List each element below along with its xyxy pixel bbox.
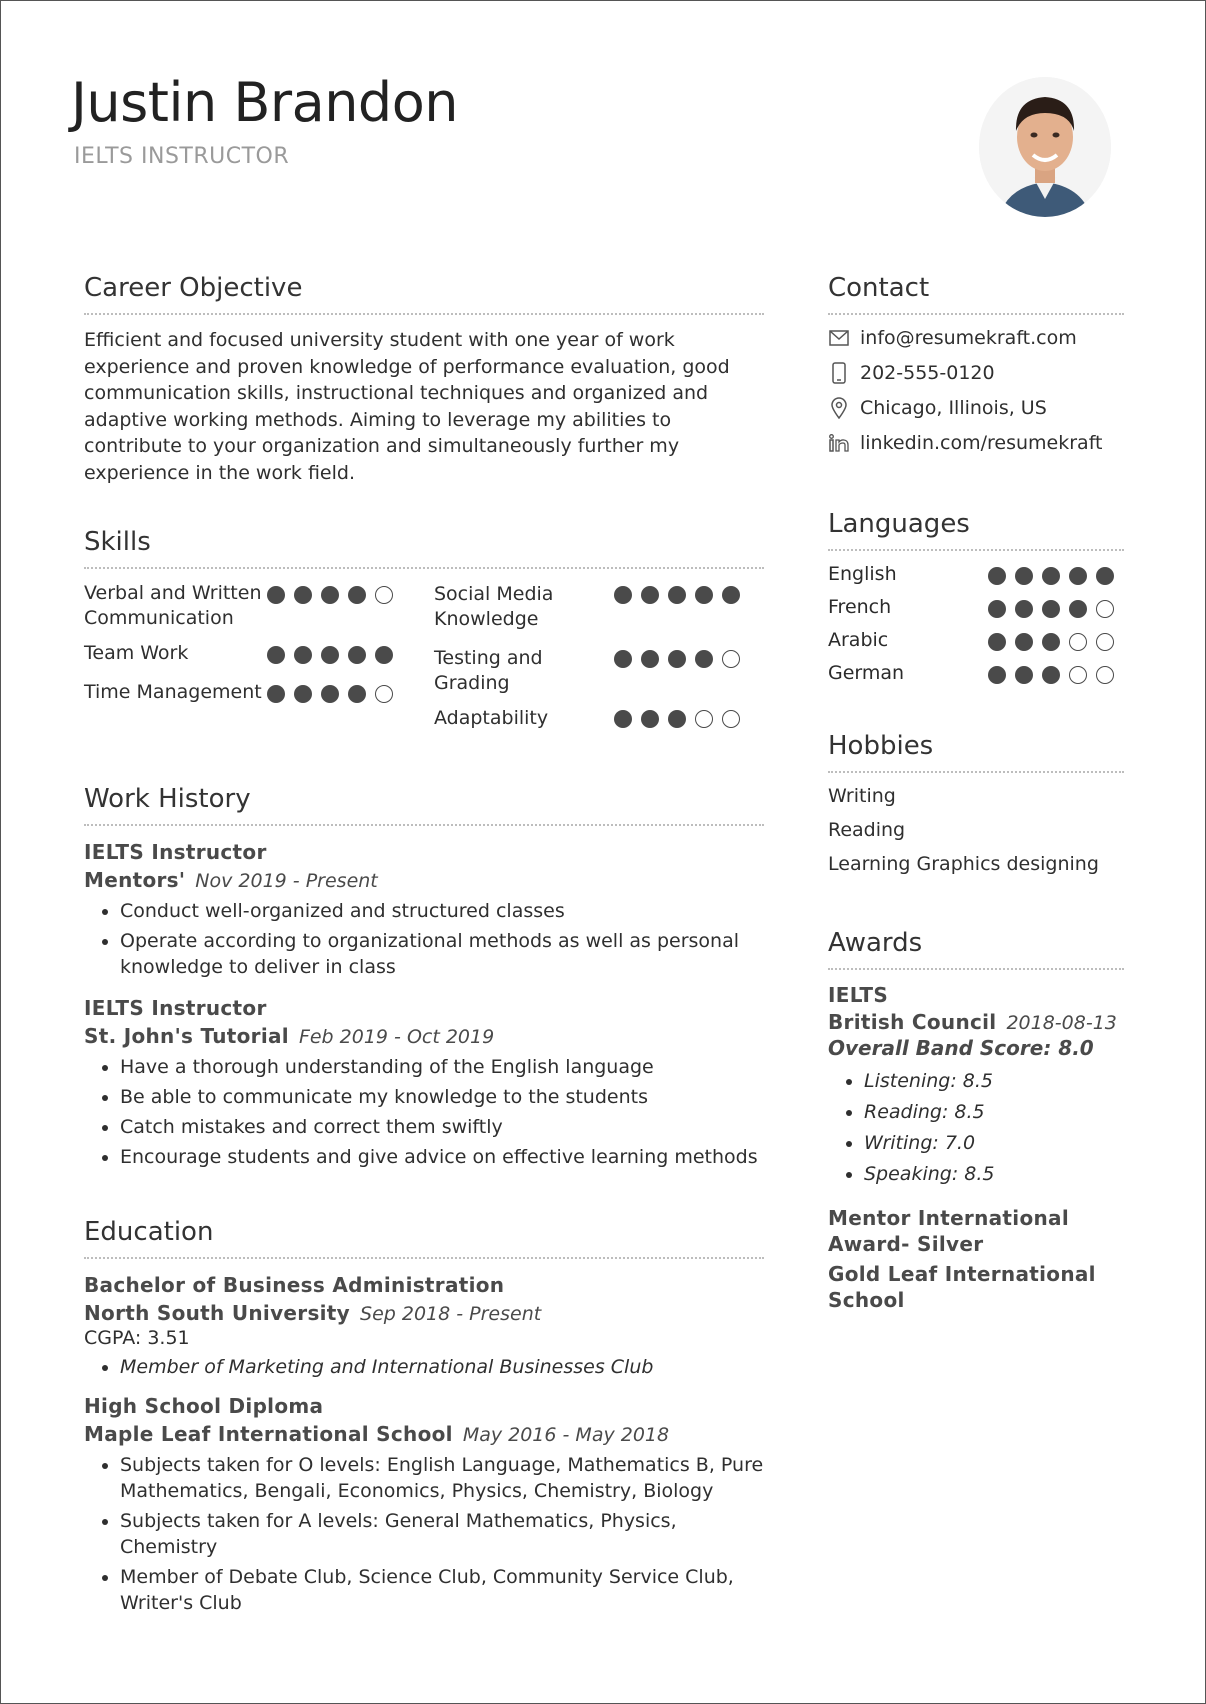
rating-dot-filled [614,710,632,728]
career-objective-text: Efficient and focused university student with one year of work experience and proven knowledge of performance evaluation, good communication skills, instructional techniques and organized and adaptive working methods. Aiming to leverage my abilities to contribute to your organization and simultaneously further my experience in the work field. [84,329,730,484]
rating-dot-filled [614,650,632,668]
skill-label: Team Work [84,642,189,664]
rating-dot-filled [668,710,686,728]
rating-dot-empty [1096,600,1114,618]
hobbies-section [828,731,1124,887]
list-item: • Be able to communicate my knowledge to the students [120,1084,764,1110]
rating-dot-filled [375,646,393,664]
rating-dot-filled [1015,567,1033,585]
rating-dot-filled [641,586,659,604]
rating-dot-empty [1069,666,1087,684]
list-item: • Speaking: 8.5 [864,1161,1124,1187]
award-bullets [828,1068,1124,1187]
email-text: info@resumekraft.com [860,327,1077,349]
list-item: • Subjects taken for O levels: English Language, Mathematics B, Pure Mathematics, Bengali, Economics, Physics, Chemistry, Biology [120,1452,764,1504]
rating-dot-empty [722,650,740,668]
rating-dot-filled [294,586,312,604]
education-bullets [84,1452,764,1616]
rating-dot-empty [722,710,740,728]
job-bullets [84,898,764,980]
phone-icon [828,362,850,384]
phone-text: 202-555-0120 [860,362,995,384]
degree-title: Bachelor of Business Administration [84,1273,505,1297]
rating-dot-filled [722,586,740,604]
rating-dot-filled [988,633,1006,651]
rating-dot-filled [348,646,366,664]
hobbies-heading: Hobbies [828,731,1124,773]
rating-dot-filled [294,646,312,664]
hobby-item: Reading [828,819,906,841]
list-item: • Encourage students and give advice on effective learning methods [120,1144,764,1170]
education-bullets [84,1354,764,1380]
rating-dot-filled [641,710,659,728]
skill-label: Social Media Knowledge [434,583,554,630]
work-history-section [84,784,764,1174]
skill-label: Time Management [84,681,262,703]
rating-dot-filled [1042,666,1060,684]
job-dates: Nov 2019 - Present [195,870,378,892]
rating-dot-filled [1015,600,1033,618]
education-section [84,1217,764,1620]
contact-linkedin[interactable] [828,432,1124,454]
rating-dot-filled [321,646,339,664]
language-row [828,563,1124,596]
rating-dot-filled [1042,600,1060,618]
job-title: IELTS Instructor [84,996,267,1020]
list-item: • Subjects taken for A levels: General Mathematics, Physics, Chemistry [120,1508,764,1560]
language-row [828,596,1124,629]
skill-rating [267,646,393,664]
contact-location [828,397,1124,419]
rating-dot-filled [988,567,1006,585]
rating-dot-filled [321,586,339,604]
rating-dot-filled [1015,633,1033,651]
linkedin-text: linkedin.com/resumekraft [860,432,1103,454]
school-name: North South University [84,1301,351,1325]
language-label: French [828,596,892,618]
rating-dot-filled [267,646,285,664]
skills-section [84,527,764,771]
skill-label: Testing and Grading [434,647,543,694]
language-label: English [828,563,897,585]
work-history-heading: Work History [84,784,764,826]
skill-rating [267,586,393,604]
education-dates: May 2016 - May 2018 [462,1423,670,1446]
rating-dot-empty [375,586,393,604]
rating-dot-filled [321,685,339,703]
list-item: • Reading: 8.5 [864,1099,1124,1125]
contact-heading: Contact [828,273,1124,315]
language-row [828,629,1124,662]
rating-dot-filled [267,685,285,703]
career-objective-heading: Career Objective [84,273,764,315]
awards-section [828,928,1124,1313]
skill-rating [614,650,740,668]
degree-title: High School Diploma [84,1393,324,1418]
award-title: IELTS [828,983,889,1007]
profile-photo [979,77,1111,217]
hobby-item: Learning Graphics designing [828,853,1099,875]
candidate-name: Justin Brandon [71,71,458,134]
list-item: • Have a thorough understanding of the English language [120,1054,764,1080]
rating-dot-filled [988,666,1006,684]
language-rating [988,633,1114,651]
rating-dot-empty [375,685,393,703]
language-rating [988,567,1114,585]
skill-rating [267,685,393,703]
rating-dot-filled [1042,567,1060,585]
rating-dot-filled [348,586,366,604]
language-rating [988,600,1114,618]
award-title: Mentor International Award- Silver [828,1206,1069,1256]
rating-dot-filled [267,586,285,604]
education-dates: Sep 2018 - Present [360,1303,542,1325]
list-item: • Writing: 7.0 [864,1130,1124,1156]
languages-section [828,509,1124,695]
rating-dot-filled [1096,567,1114,585]
education-heading: Education [84,1217,764,1259]
awards-heading: Awards [828,928,1124,970]
contact-phone[interactable] [828,362,1124,384]
rating-dot-filled [1069,567,1087,585]
location-text: Chicago, Illinois, US [860,397,1047,419]
languages-heading: Languages [828,509,1124,551]
rating-dot-empty [1096,666,1114,684]
language-row [828,662,1124,695]
avatar-illustration [979,77,1111,217]
skill-rating [614,586,740,604]
list-item: • Operate according to organizational methods as well as personal knowledge to deliver in class [120,928,764,980]
list-item: • Catch mistakes and correct them swiftly [120,1114,764,1140]
list-item: • Member of Debate Club, Science Club, Community Service Club, Writer's Club [120,1564,764,1616]
job-bullets [84,1054,764,1170]
rating-dot-filled [1069,600,1087,618]
award-title: Gold Leaf International School [828,1262,1096,1312]
contact-section [828,273,1124,467]
language-rating [988,666,1114,684]
job-entry [84,840,764,980]
award-date: 2018-08-13 [1006,1012,1117,1034]
school-name: Maple Leaf International School [84,1421,453,1446]
list-item: • Member of Marketing and International Businesses Club [120,1354,764,1380]
candidate-title: IELTS INSTRUCTOR [74,144,290,169]
rating-dot-filled [668,586,686,604]
rating-dot-filled [1042,633,1060,651]
language-label: Arabic [828,629,889,651]
rating-dot-filled [988,600,1006,618]
skill-label: Verbal and Written Communication [84,582,262,629]
rating-dot-filled [294,685,312,703]
rating-dot-empty [695,710,713,728]
rating-dot-filled [614,586,632,604]
rating-dot-filled [668,650,686,668]
linkedin-icon [828,432,850,454]
skill-rating [614,710,740,728]
list-item: • Listening: 8.5 [864,1068,1124,1094]
education-entry [84,1273,764,1380]
rating-dot-filled [641,650,659,668]
skill-label: Adaptability [434,707,549,729]
career-objective-section [84,273,764,486]
education-entry [84,1394,764,1616]
rating-dot-empty [1069,633,1087,651]
cgpa: CGPA: 3.51 [84,1327,190,1349]
rating-dot-empty [1096,633,1114,651]
employer-name: Mentors' [84,868,186,892]
rating-dot-filled [695,650,713,668]
rating-dot-filled [348,685,366,703]
rating-dot-filled [695,586,713,604]
hobby-item: Writing [828,785,896,807]
employer-name: St. John's Tutorial [84,1024,289,1048]
job-dates: Feb 2019 - Oct 2019 [298,1026,495,1048]
rating-dot-filled [1015,666,1033,684]
map-pin-icon [828,397,850,419]
contact-email[interactable] [828,327,1124,349]
job-title: IELTS Instructor [84,840,267,864]
job-entry [84,996,764,1170]
award-issuer: British Council [828,1010,997,1034]
skills-heading: Skills [84,527,764,569]
list-item: • Conduct well-organized and structured classes [120,898,764,924]
mail-icon [828,327,850,349]
language-label: German [828,662,905,684]
award-score: Overall Band Score: 8.0 [828,1036,1094,1060]
